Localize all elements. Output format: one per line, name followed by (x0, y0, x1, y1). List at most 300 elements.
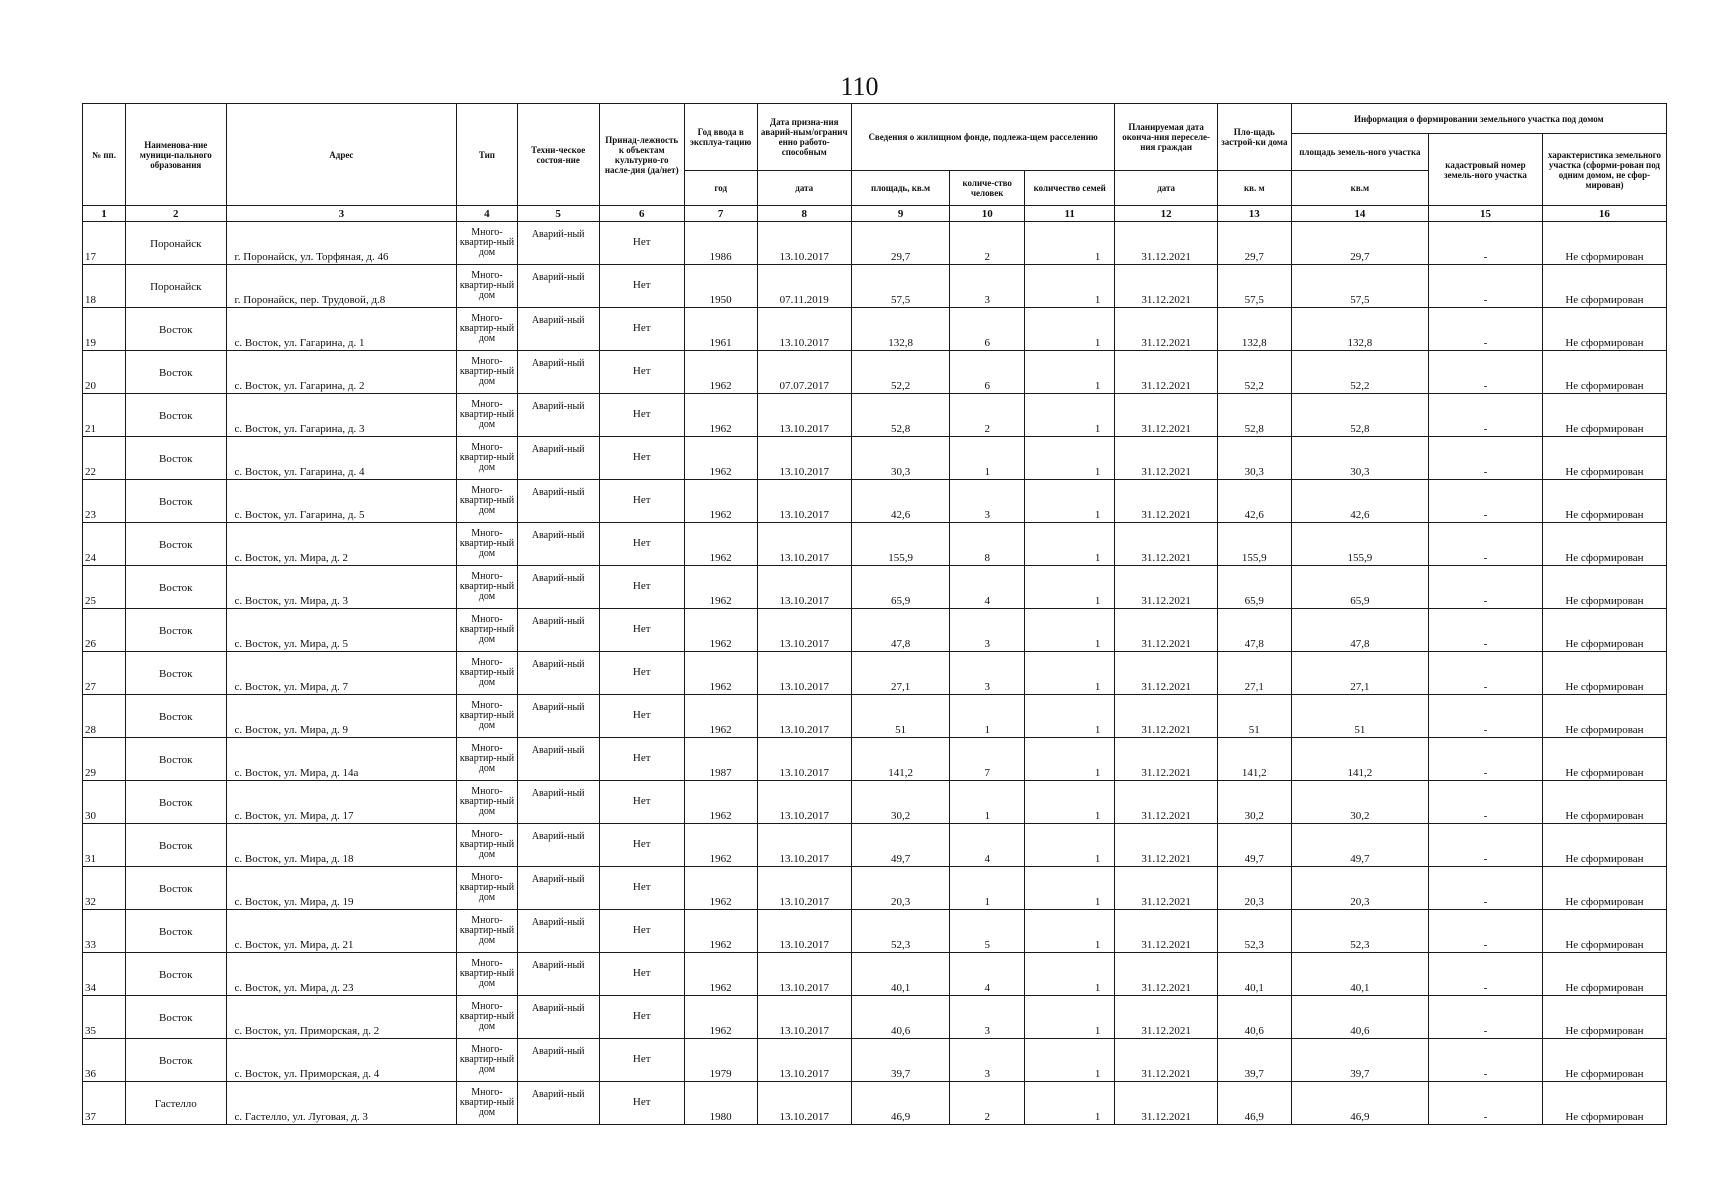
resettlement-table (82, 103, 1667, 1125)
cell-resettle-date: 31.12.2021 (1115, 910, 1218, 953)
cell-tech-state: Аварий-ный (517, 351, 599, 394)
cell-land-area: 49,7 (1291, 824, 1428, 867)
cell-cadastral: - (1429, 265, 1543, 308)
cell-land-area: 51 (1291, 695, 1428, 738)
cell-building-area: 132,8 (1217, 308, 1291, 351)
cell-type: Много-квартир-ный дом (457, 738, 517, 781)
column-number: 3 (226, 206, 457, 222)
column-number: 9 (851, 206, 949, 222)
cell-cadastral: - (1429, 910, 1543, 953)
cell-building-area: 65,9 (1217, 566, 1291, 609)
cell-building-area: 29,7 (1217, 222, 1291, 265)
table-row (83, 222, 1667, 265)
cell-emergency-date: 13.10.2017 (757, 996, 851, 1039)
cell-cadastral: - (1429, 437, 1543, 480)
table-row (83, 867, 1667, 910)
cell-address: с. Восток, ул. Мира, д. 23 (226, 953, 457, 996)
table-row (83, 437, 1667, 480)
cell-families: 1 (1025, 1039, 1115, 1082)
cell-address: с. Восток, ул. Гагарина, д. 1 (226, 308, 457, 351)
cell-area: 52,3 (851, 910, 949, 953)
cell-type: Много-квартир-ный дом (457, 781, 517, 824)
cell-land-char: Не сформирован (1542, 351, 1666, 394)
cell-families: 1 (1025, 308, 1115, 351)
cell-year: 1962 (684, 824, 757, 867)
subheader-land-unit: кв.м (1291, 171, 1428, 206)
cell-type: Много-квартир-ный дом (457, 824, 517, 867)
header-land-char: характеристика земельного участка (сформи-рован под одним домом, не сфор-мирован) (1542, 134, 1666, 206)
cell-land-area: 27,1 (1291, 652, 1428, 695)
column-number: 1 (83, 206, 126, 222)
cell-num: 30 (83, 781, 126, 824)
cell-resettle-date: 31.12.2021 (1115, 996, 1218, 1039)
cell-emergency-date: 13.10.2017 (757, 222, 851, 265)
cell-families: 1 (1025, 867, 1115, 910)
cell-area: 30,3 (851, 437, 949, 480)
cell-area: 47,8 (851, 609, 949, 652)
cell-tech-state: Аварий-ный (517, 738, 599, 781)
cell-address: с. Восток, ул. Гагарина, д. 2 (226, 351, 457, 394)
cell-cadastral: - (1429, 351, 1543, 394)
cell-emergency-date: 13.10.2017 (757, 867, 851, 910)
cell-families: 1 (1025, 781, 1115, 824)
cell-municipality: Восток (126, 437, 226, 480)
cell-land-area: 52,8 (1291, 394, 1428, 437)
cell-land-area: 40,1 (1291, 953, 1428, 996)
cell-cultural: Нет (599, 996, 684, 1039)
cell-cultural: Нет (599, 824, 684, 867)
cell-area: 39,7 (851, 1039, 949, 1082)
cell-tech-state: Аварий-ный (517, 265, 599, 308)
cell-cadastral: - (1429, 1082, 1543, 1125)
cell-families: 1 (1025, 480, 1115, 523)
cell-tech-state: Аварий-ный (517, 480, 599, 523)
table-row (83, 1039, 1667, 1082)
cell-tech-state: Аварий-ный (517, 394, 599, 437)
cell-type: Много-квартир-ный дом (457, 394, 517, 437)
cell-land-area: 141,2 (1291, 738, 1428, 781)
cell-area: 40,1 (851, 953, 949, 996)
cell-area: 40,6 (851, 996, 949, 1039)
cell-tech-state: Аварий-ный (517, 1082, 599, 1125)
column-number: 10 (950, 206, 1025, 222)
cell-municipality: Восток (126, 910, 226, 953)
header-resettle-date: Планируемая дата оконча-ния переселе-ния граждан (1115, 104, 1218, 171)
cell-address: г. Поронайск, ул. Торфяная, д. 46 (226, 222, 457, 265)
cell-land-area: 30,2 (1291, 781, 1428, 824)
cell-area: 20,3 (851, 867, 949, 910)
cell-emergency-date: 13.10.2017 (757, 1039, 851, 1082)
cell-type: Много-квартир-ный дом (457, 351, 517, 394)
subheader-area: площадь, кв.м (851, 171, 949, 206)
cell-cadastral: - (1429, 394, 1543, 437)
header-cultural: Принад-лежность к объектам культурно-го насле-дия (да/нет) (599, 104, 684, 206)
cell-land-area: 29,7 (1291, 222, 1428, 265)
cell-building-area: 30,2 (1217, 781, 1291, 824)
cell-num: 25 (83, 566, 126, 609)
cell-cadastral: - (1429, 781, 1543, 824)
cell-municipality: Восток (126, 523, 226, 566)
cell-type: Много-квартир-ный дом (457, 609, 517, 652)
subheader-families: количество семей (1025, 171, 1115, 206)
cell-resettle-date: 31.12.2021 (1115, 351, 1218, 394)
cell-people: 2 (950, 1082, 1025, 1125)
cell-people: 3 (950, 1039, 1025, 1082)
cell-cadastral: - (1429, 1039, 1543, 1082)
cell-tech-state: Аварий-ный (517, 308, 599, 351)
cell-cultural: Нет (599, 437, 684, 480)
cell-land-char: Не сформирован (1542, 996, 1666, 1039)
cell-cultural: Нет (599, 222, 684, 265)
cell-people: 4 (950, 824, 1025, 867)
cell-building-area: 155,9 (1217, 523, 1291, 566)
column-number: 16 (1542, 206, 1666, 222)
cell-municipality: Восток (126, 308, 226, 351)
cell-resettle-date: 31.12.2021 (1115, 437, 1218, 480)
table-row (83, 1082, 1667, 1125)
cell-families: 1 (1025, 1082, 1115, 1125)
cell-cadastral: - (1429, 695, 1543, 738)
cell-municipality: Восток (126, 867, 226, 910)
cell-land-area: 46,9 (1291, 1082, 1428, 1125)
cell-tech-state: Аварий-ный (517, 781, 599, 824)
subheader-people: количе-ство человек (950, 171, 1025, 206)
cell-tech-state: Аварий-ный (517, 609, 599, 652)
cell-people: 1 (950, 695, 1025, 738)
table-row (83, 308, 1667, 351)
cell-cultural: Нет (599, 351, 684, 394)
cell-num: 20 (83, 351, 126, 394)
column-number: 5 (517, 206, 599, 222)
cell-type: Много-квартир-ный дом (457, 523, 517, 566)
cell-families: 1 (1025, 351, 1115, 394)
cell-num: 27 (83, 652, 126, 695)
cell-emergency-date: 13.10.2017 (757, 308, 851, 351)
cell-families: 1 (1025, 437, 1115, 480)
cell-resettle-date: 31.12.2021 (1115, 609, 1218, 652)
cell-area: 65,9 (851, 566, 949, 609)
cell-area: 57,5 (851, 265, 949, 308)
header-tech-state: Техни-ческое состоя-ние (517, 104, 599, 206)
header-address: Адрес (226, 104, 457, 206)
cell-cultural: Нет (599, 695, 684, 738)
cell-people: 7 (950, 738, 1025, 781)
cell-land-area: 65,9 (1291, 566, 1428, 609)
cell-tech-state: Аварий-ный (517, 953, 599, 996)
cell-people: 3 (950, 480, 1025, 523)
cell-people: 3 (950, 265, 1025, 308)
cell-building-area: 42,6 (1217, 480, 1291, 523)
table-row (83, 394, 1667, 437)
cell-cultural: Нет (599, 953, 684, 996)
cell-land-char: Не сформирован (1542, 1082, 1666, 1125)
cell-municipality: Восток (126, 738, 226, 781)
cell-families: 1 (1025, 523, 1115, 566)
cell-area: 27,1 (851, 652, 949, 695)
cell-cultural: Нет (599, 1082, 684, 1125)
table-body (83, 222, 1667, 1125)
column-number: 2 (126, 206, 226, 222)
cell-families: 1 (1025, 222, 1115, 265)
cell-area: 52,2 (851, 351, 949, 394)
cell-cultural: Нет (599, 566, 684, 609)
cell-resettle-date: 31.12.2021 (1115, 566, 1218, 609)
cell-year: 1979 (684, 1039, 757, 1082)
cell-families: 1 (1025, 566, 1115, 609)
cell-area: 49,7 (851, 824, 949, 867)
cell-type: Много-квартир-ный дом (457, 437, 517, 480)
cell-municipality: Восток (126, 480, 226, 523)
column-number: 14 (1291, 206, 1428, 222)
subheader-year: год (684, 171, 757, 206)
cell-cadastral: - (1429, 480, 1543, 523)
cell-land-char: Не сформирован (1542, 308, 1666, 351)
table-row (83, 738, 1667, 781)
cell-address: с. Восток, ул. Гагарина, д. 4 (226, 437, 457, 480)
cell-address: с. Восток, ул. Мира, д. 2 (226, 523, 457, 566)
cell-type: Много-квартир-ный дом (457, 953, 517, 996)
table-row (83, 695, 1667, 738)
cell-families: 1 (1025, 996, 1115, 1039)
cell-land-area: 57,5 (1291, 265, 1428, 308)
column-number: 12 (1115, 206, 1218, 222)
cell-cadastral: - (1429, 996, 1543, 1039)
cell-address: с. Восток, ул. Мира, д. 5 (226, 609, 457, 652)
cell-address: с. Восток, ул. Мира, д. 14а (226, 738, 457, 781)
cell-resettle-date: 31.12.2021 (1115, 695, 1218, 738)
cell-resettle-date: 31.12.2021 (1115, 738, 1218, 781)
cell-cadastral: - (1429, 652, 1543, 695)
cell-num: 22 (83, 437, 126, 480)
cell-emergency-date: 13.10.2017 (757, 523, 851, 566)
cell-cultural: Нет (599, 308, 684, 351)
cell-num: 37 (83, 1082, 126, 1125)
cell-land-char: Не сформирован (1542, 609, 1666, 652)
cell-people: 1 (950, 437, 1025, 480)
table-row (83, 824, 1667, 867)
cell-cultural: Нет (599, 1039, 684, 1082)
cell-cadastral: - (1429, 523, 1543, 566)
cell-emergency-date: 13.10.2017 (757, 953, 851, 996)
cell-num: 24 (83, 523, 126, 566)
cell-year: 1962 (684, 867, 757, 910)
cell-tech-state: Аварий-ный (517, 566, 599, 609)
cell-tech-state: Аварий-ный (517, 523, 599, 566)
cell-building-area: 52,2 (1217, 351, 1291, 394)
cell-address: с. Гастелло, ул. Луговая, д. 3 (226, 1082, 457, 1125)
header-building-area: Пло-щадь застрой-ки дома (1217, 104, 1291, 171)
cell-emergency-date: 07.07.2017 (757, 351, 851, 394)
subheader-building-unit: кв. м (1217, 171, 1291, 206)
column-number: 13 (1217, 206, 1291, 222)
header-emergency-date: Дата призна-ния аварий-ным/огранич енно работо-способным (757, 104, 851, 171)
cell-tech-state: Аварий-ный (517, 652, 599, 695)
cell-cultural: Нет (599, 394, 684, 437)
cell-year: 1962 (684, 566, 757, 609)
cell-cultural: Нет (599, 652, 684, 695)
cell-emergency-date: 13.10.2017 (757, 910, 851, 953)
cell-building-area: 47,8 (1217, 609, 1291, 652)
subheader-date: дата (757, 171, 851, 206)
cell-cultural: Нет (599, 265, 684, 308)
cell-land-area: 132,8 (1291, 308, 1428, 351)
cell-land-area: 52,3 (1291, 910, 1428, 953)
cell-year: 1962 (684, 523, 757, 566)
cell-building-area: 141,2 (1217, 738, 1291, 781)
cell-people: 1 (950, 867, 1025, 910)
column-number: 6 (599, 206, 684, 222)
cell-land-char: Не сформирован (1542, 738, 1666, 781)
cell-cadastral: - (1429, 222, 1543, 265)
cell-families: 1 (1025, 652, 1115, 695)
cell-num: 23 (83, 480, 126, 523)
cell-cultural: Нет (599, 480, 684, 523)
cell-cultural: Нет (599, 867, 684, 910)
cell-building-area: 52,8 (1217, 394, 1291, 437)
cell-year: 1962 (684, 781, 757, 824)
cell-building-area: 27,1 (1217, 652, 1291, 695)
cell-year: 1962 (684, 953, 757, 996)
cell-families: 1 (1025, 738, 1115, 781)
table-row (83, 351, 1667, 394)
cell-emergency-date: 13.10.2017 (757, 781, 851, 824)
cell-municipality: Восток (126, 695, 226, 738)
cell-year: 1962 (684, 996, 757, 1039)
cell-type: Много-квартир-ный дом (457, 222, 517, 265)
cell-people: 3 (950, 996, 1025, 1039)
cell-building-area: 51 (1217, 695, 1291, 738)
cell-address: с. Восток, ул. Мира, д. 18 (226, 824, 457, 867)
cell-tech-state: Аварий-ный (517, 222, 599, 265)
cell-num: 36 (83, 1039, 126, 1082)
column-number: 15 (1429, 206, 1543, 222)
cell-land-char: Не сформирован (1542, 824, 1666, 867)
cell-cultural: Нет (599, 523, 684, 566)
cell-municipality: Восток (126, 351, 226, 394)
cell-tech-state: Аварий-ный (517, 867, 599, 910)
cell-cadastral: - (1429, 953, 1543, 996)
cell-land-char: Не сформирован (1542, 695, 1666, 738)
cell-cadastral: - (1429, 308, 1543, 351)
cell-area: 30,2 (851, 781, 949, 824)
cell-people: 5 (950, 910, 1025, 953)
cell-year: 1962 (684, 437, 757, 480)
cell-type: Много-квартир-ный дом (457, 996, 517, 1039)
cell-area: 132,8 (851, 308, 949, 351)
cell-num: 17 (83, 222, 126, 265)
cell-municipality: Восток (126, 781, 226, 824)
cell-resettle-date: 31.12.2021 (1115, 953, 1218, 996)
cell-people: 4 (950, 953, 1025, 996)
cell-land-char: Не сформирован (1542, 953, 1666, 996)
cell-emergency-date: 13.10.2017 (757, 738, 851, 781)
cell-tech-state: Аварий-ный (517, 1039, 599, 1082)
cell-area: 51 (851, 695, 949, 738)
cell-num: 34 (83, 953, 126, 996)
subheader-resettle-date: дата (1115, 171, 1218, 206)
cell-address: с. Восток, ул. Приморская, д. 2 (226, 996, 457, 1039)
column-number: 11 (1025, 206, 1115, 222)
cell-year: 1962 (684, 609, 757, 652)
cell-tech-state: Аварий-ный (517, 996, 599, 1039)
cell-num: 19 (83, 308, 126, 351)
table-row (83, 652, 1667, 695)
cell-resettle-date: 31.12.2021 (1115, 222, 1218, 265)
cell-year: 1950 (684, 265, 757, 308)
header-land-info: Информация о формировании земельного участка под домом (1291, 104, 1666, 134)
table-row (83, 910, 1667, 953)
cell-address: с. Восток, ул. Мира, д. 19 (226, 867, 457, 910)
cell-cadastral: - (1429, 824, 1543, 867)
cell-families: 1 (1025, 910, 1115, 953)
cell-type: Много-квартир-ный дом (457, 695, 517, 738)
cell-people: 2 (950, 222, 1025, 265)
cell-municipality: Восток (126, 996, 226, 1039)
cell-resettle-date: 31.12.2021 (1115, 480, 1218, 523)
cell-emergency-date: 13.10.2017 (757, 437, 851, 480)
cell-land-area: 52,2 (1291, 351, 1428, 394)
table-row (83, 566, 1667, 609)
cell-families: 1 (1025, 824, 1115, 867)
cell-num: 28 (83, 695, 126, 738)
cell-year: 1962 (684, 652, 757, 695)
header-cadastral: кадастровый номер земель-ного участка (1429, 134, 1543, 206)
cell-land-area: 155,9 (1291, 523, 1428, 566)
cell-address: с. Восток, ул. Мира, д. 17 (226, 781, 457, 824)
cell-land-char: Не сформирован (1542, 867, 1666, 910)
cell-address: с. Восток, ул. Мира, д. 9 (226, 695, 457, 738)
cell-resettle-date: 31.12.2021 (1115, 1039, 1218, 1082)
header-municipality: Наименова-ние муници-пального образования (126, 104, 226, 206)
cell-building-area: 39,7 (1217, 1039, 1291, 1082)
cell-emergency-date: 13.10.2017 (757, 566, 851, 609)
cell-year: 1980 (684, 1082, 757, 1125)
cell-land-char: Не сформирован (1542, 566, 1666, 609)
cell-tech-state: Аварий-ный (517, 695, 599, 738)
cell-type: Много-квартир-ный дом (457, 1039, 517, 1082)
cell-emergency-date: 13.10.2017 (757, 824, 851, 867)
cell-tech-state: Аварий-ный (517, 910, 599, 953)
cell-building-area: 46,9 (1217, 1082, 1291, 1125)
cell-year: 1962 (684, 394, 757, 437)
table-row (83, 523, 1667, 566)
cell-municipality: Восток (126, 394, 226, 437)
table-row (83, 480, 1667, 523)
cell-emergency-date: 13.10.2017 (757, 652, 851, 695)
column-number: 7 (684, 206, 757, 222)
cell-land-char: Не сформирован (1542, 480, 1666, 523)
cell-resettle-date: 31.12.2021 (1115, 781, 1218, 824)
cell-num: 21 (83, 394, 126, 437)
cell-municipality: Восток (126, 566, 226, 609)
cell-land-char: Не сформирован (1542, 437, 1666, 480)
cell-cultural: Нет (599, 738, 684, 781)
cell-area: 141,2 (851, 738, 949, 781)
cell-year: 1962 (684, 480, 757, 523)
cell-address: с. Восток, ул. Гагарина, д. 5 (226, 480, 457, 523)
header-type: Тип (457, 104, 517, 206)
cell-building-area: 30,3 (1217, 437, 1291, 480)
cell-num: 26 (83, 609, 126, 652)
cell-cultural: Нет (599, 910, 684, 953)
cell-tech-state: Аварий-ный (517, 824, 599, 867)
cell-cultural: Нет (599, 609, 684, 652)
cell-building-area: 40,1 (1217, 953, 1291, 996)
cell-address: с. Восток, ул. Мира, д. 7 (226, 652, 457, 695)
cell-num: 31 (83, 824, 126, 867)
cell-building-area: 20,3 (1217, 867, 1291, 910)
cell-families: 1 (1025, 953, 1115, 996)
